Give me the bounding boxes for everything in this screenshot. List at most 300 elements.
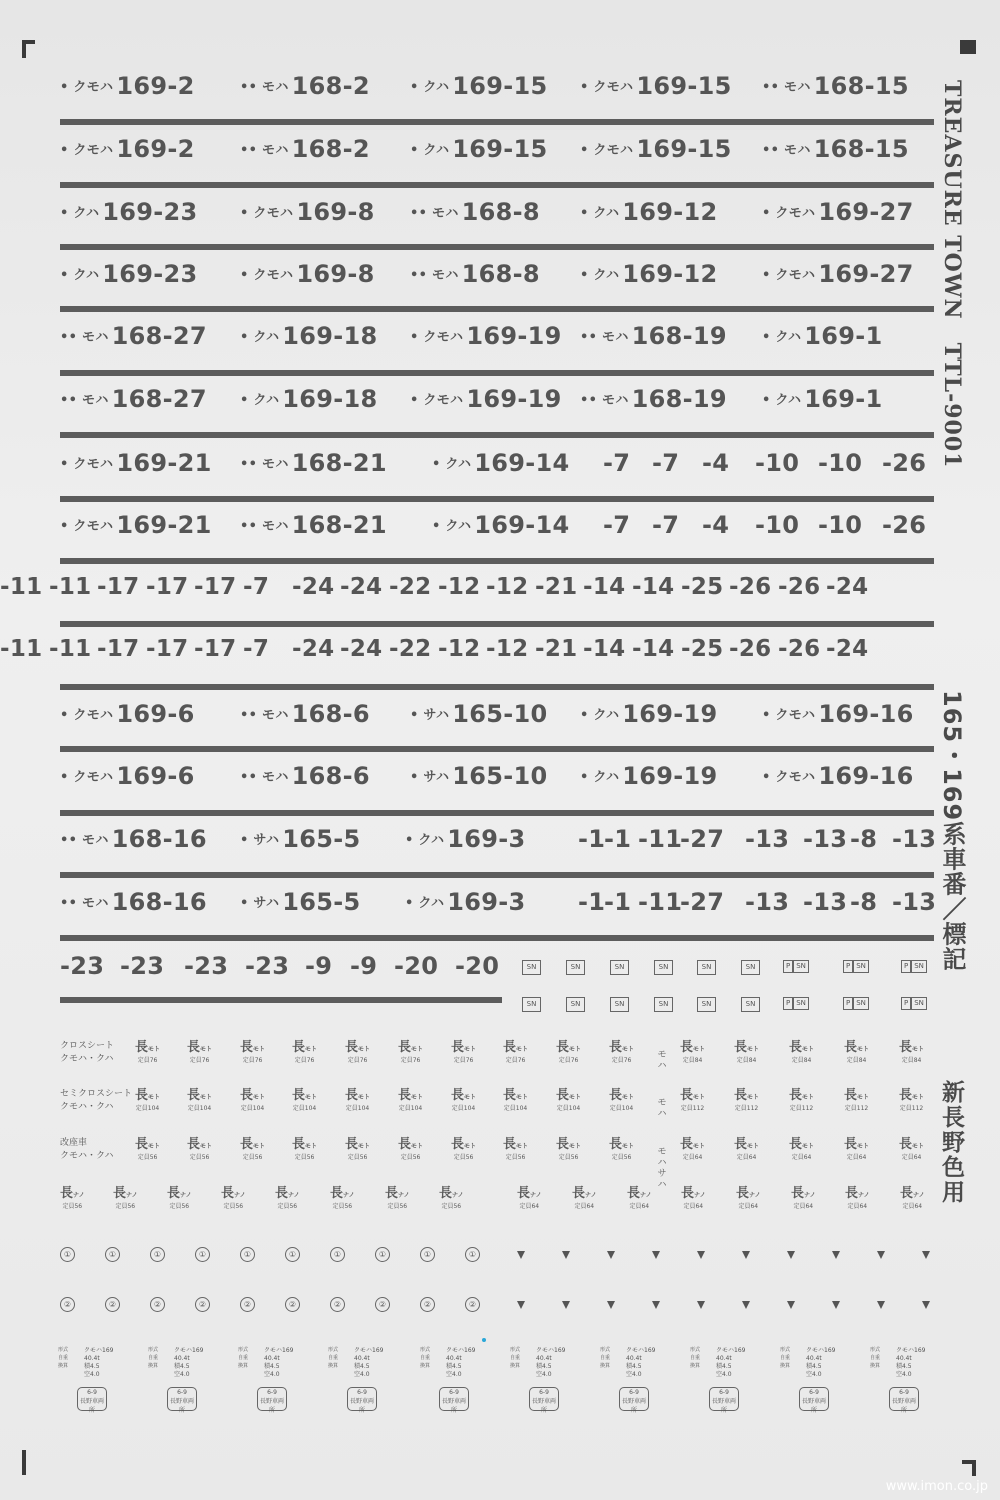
car-number: [240, 762, 370, 790]
depot-plate: [529, 1387, 559, 1414]
marking-code-main: 長: [556, 1137, 570, 1152]
psn-sn: SN: [911, 960, 927, 973]
car-marking: [398, 1088, 423, 1113]
car-number: [580, 385, 727, 413]
blue-speck: [482, 1338, 486, 1342]
sn-plate: SN: [566, 997, 585, 1012]
car-type-prefix: • クモハ: [762, 708, 816, 723]
car-marking: [187, 1088, 212, 1113]
car-marking: [385, 1186, 410, 1211]
spec-value: 空4.0: [716, 1371, 732, 1378]
car-type-prefix: • クハ: [60, 206, 100, 221]
marking-capacity: 定員56: [169, 1203, 190, 1210]
car-type-prefix: •• モハ: [410, 206, 459, 221]
marking-capacity: 定員76: [347, 1057, 368, 1064]
spec-value: 空4.0: [446, 1371, 462, 1378]
car-number-value: -4: [702, 449, 730, 477]
marking-code-main: 長: [451, 1088, 465, 1103]
car-number-value: -21: [535, 636, 578, 662]
car-number: [762, 385, 883, 413]
separator-bar: [60, 810, 934, 816]
marking-code-sub: モト: [305, 1046, 318, 1053]
car-number: [60, 385, 207, 413]
spec-label: 換算: [328, 1363, 339, 1369]
marking-capacity: 定員112: [844, 1105, 869, 1112]
car-marking: [135, 1088, 160, 1113]
car-number-value: -21: [535, 574, 578, 600]
car-marking: [240, 1088, 265, 1113]
car-number-value: -26: [882, 449, 927, 477]
car-marking: [330, 1186, 355, 1211]
marking-code-sub: モト: [464, 1094, 477, 1101]
car-number: [778, 636, 820, 662]
car-number: [681, 636, 723, 662]
depot-plate: [799, 1387, 829, 1414]
car-type-prefix: •• モハ: [762, 80, 811, 95]
marking-code-main: 長: [135, 1088, 149, 1103]
car-number: [405, 888, 526, 916]
car-marking: [609, 1088, 634, 1113]
car-marking: [572, 1186, 597, 1211]
car-number: [580, 260, 718, 288]
marking-code-sub: ナノ: [749, 1192, 761, 1199]
car-number: [405, 825, 526, 853]
car-number-value: 169-15: [636, 72, 732, 100]
marking-code-sub: モト: [693, 1046, 706, 1053]
triangle-mark: [697, 1251, 705, 1259]
spec-label: 換算: [58, 1363, 69, 1369]
sn-plate: SN: [741, 960, 760, 975]
triangle-mark: [517, 1301, 525, 1309]
marking-capacity: 定員56: [347, 1154, 368, 1161]
car-number-value: 169-23: [102, 198, 198, 226]
car-number-value: -13: [892, 888, 937, 916]
car-number-value: 168-2: [291, 72, 370, 100]
spec-value: クモハ169: [806, 1347, 836, 1354]
car-number: [580, 72, 732, 100]
sn-plate: SN: [741, 997, 760, 1012]
psn-p: P: [843, 960, 853, 973]
spec-value: 積4.5: [354, 1363, 370, 1370]
car-number: [681, 574, 723, 600]
sn-plate: SN: [697, 997, 716, 1012]
spec-label: 自重: [328, 1355, 339, 1361]
marking-capacity: 定員56: [223, 1203, 244, 1210]
car-type-prefix: • クハ: [432, 457, 472, 472]
depot-plate: [709, 1387, 739, 1414]
car-number-value: -10: [755, 511, 800, 539]
separator-bar: [60, 621, 934, 627]
car-number: [0, 636, 42, 662]
spec-label: 自重: [510, 1355, 521, 1361]
number-row: [0, 574, 935, 614]
car-number: [604, 888, 631, 916]
triangle-mark: [607, 1301, 615, 1309]
triangle-mark: [652, 1301, 660, 1309]
marking-capacity: 定員104: [556, 1105, 581, 1112]
marking-code: [275, 1186, 300, 1203]
car-number: [535, 636, 577, 662]
marking-code-sub: モト: [358, 1094, 371, 1101]
car-type-prefix: • クハ: [762, 393, 802, 408]
car-type-prefix: • クハ: [410, 80, 450, 95]
car-marking: [60, 1186, 85, 1211]
car-number-value: -14: [583, 574, 626, 600]
marking-code-sub: モト: [857, 1094, 870, 1101]
marking-capacity: 定員84: [736, 1057, 757, 1064]
car-number-value: -13: [803, 825, 848, 853]
car-number: [803, 888, 847, 916]
marking-capacity: 定員112: [680, 1105, 705, 1112]
car-number-value: -11: [638, 825, 683, 853]
spec-value: 40.4t: [84, 1355, 100, 1362]
marking-code-sub: モト: [622, 1143, 635, 1150]
car-marking: [900, 1186, 925, 1211]
separator-bar: [60, 935, 934, 941]
marking-code-sub: モト: [569, 1094, 582, 1101]
marking-code: [60, 1186, 85, 1203]
separator-bar: [60, 496, 934, 502]
separator-bar: [60, 432, 934, 438]
marking-capacity: 定員104: [503, 1105, 528, 1112]
depot-code: 6-9: [539, 1389, 549, 1396]
car-marking: [791, 1186, 816, 1211]
car-number: [432, 449, 570, 477]
marking-code-sub: ナノ: [126, 1192, 138, 1199]
marking-code-main: 長: [60, 1186, 74, 1201]
marking-capacity: 定員112: [734, 1105, 759, 1112]
registration-mark-bottom-right: [972, 1460, 976, 1476]
marking-code: [844, 1088, 869, 1105]
marking-code-main: 長: [899, 1088, 913, 1103]
car-marking: [845, 1186, 870, 1211]
car-type-prefix: • クハ: [405, 833, 445, 848]
car-number-value: -12: [438, 574, 481, 600]
marking-capacity: 定員76: [242, 1057, 263, 1064]
car-number-value: 169-23: [102, 260, 198, 288]
spec-label: 換算: [870, 1363, 881, 1369]
seat-type-label-line: クモハ・クハ: [60, 1102, 114, 1112]
number-row: [60, 72, 935, 112]
car-number-value: 169-19: [466, 385, 562, 413]
spec-label: 自重: [238, 1355, 249, 1361]
psn-plate: [843, 997, 869, 1010]
marking-code: [187, 1040, 212, 1057]
marking-code-sub: モト: [200, 1046, 213, 1053]
spec-plate: [148, 1347, 218, 1414]
marking-code: [789, 1040, 814, 1057]
psn-plate: [783, 997, 809, 1010]
car-number-value: -23: [60, 952, 105, 980]
number-row: [60, 825, 935, 865]
car-number-value: -20: [455, 952, 500, 980]
marking-code-sub: モト: [148, 1143, 161, 1150]
car-number-value: 169-15: [636, 135, 732, 163]
marking-code: [187, 1088, 212, 1105]
car-number-value: 169-1: [804, 385, 883, 413]
marking-code-main: 長: [789, 1088, 803, 1103]
car-marking: [789, 1088, 814, 1113]
car-number: [729, 574, 771, 600]
marking-code: [398, 1137, 423, 1154]
marking-code-sub: モト: [253, 1094, 266, 1101]
car-number-value: 169-21: [116, 449, 212, 477]
marking-code-main: 長: [187, 1088, 201, 1103]
marking-code-main: 長: [187, 1137, 201, 1152]
marking-code-sub: ナノ: [585, 1192, 597, 1199]
marking-code-sub: モト: [857, 1143, 870, 1150]
car-number: [97, 636, 139, 662]
car-number-value: 168-27: [111, 322, 207, 350]
car-type-prefix: •• モハ: [60, 330, 109, 345]
spec-plate: [870, 1347, 940, 1414]
marking-code: [734, 1088, 759, 1105]
marking-capacity: 定員112: [899, 1105, 924, 1112]
number-row: [60, 888, 935, 928]
car-number-value: -12: [438, 636, 481, 662]
marking-code-sub: モト: [305, 1094, 318, 1101]
spec-value: 積4.5: [716, 1363, 732, 1370]
marking-code-sub: モト: [693, 1094, 706, 1101]
car-marking: [789, 1137, 814, 1162]
marking-code-main: 長: [503, 1088, 517, 1103]
car-number-value: -26: [882, 511, 927, 539]
car-number: [410, 260, 540, 288]
separator-bar: [60, 558, 934, 564]
marking-code-sub: モト: [516, 1094, 529, 1101]
seat-type-label: [60, 1088, 132, 1114]
car-marking: [221, 1186, 246, 1211]
car-number: [580, 700, 718, 728]
car-number-value: -11: [49, 636, 92, 662]
marking-capacity: 定員112: [789, 1105, 814, 1112]
triangle-mark: [922, 1251, 930, 1259]
marking-capacity: 定員76: [558, 1057, 579, 1064]
car-number: [120, 952, 164, 980]
marking-capacity: 定員56: [505, 1154, 526, 1161]
car-type-prefix: • サハ: [410, 770, 450, 785]
marking-code: [187, 1137, 212, 1154]
marking-code-main: 長: [736, 1186, 750, 1201]
number-row: [60, 762, 935, 802]
triangle-mark: [787, 1251, 795, 1259]
car-number: [632, 574, 674, 600]
car-number: [438, 574, 480, 600]
triangle-mark: [652, 1251, 660, 1259]
car-type-prefix: • クモハ: [762, 268, 816, 283]
marking-code-main: 長: [385, 1186, 399, 1201]
number-row: [60, 260, 935, 300]
marking-code-main: 長: [899, 1137, 913, 1152]
marking-code: [609, 1040, 634, 1057]
marking-code: [844, 1137, 869, 1154]
psn-plate: [843, 960, 869, 973]
marking-code: [556, 1088, 581, 1105]
spec-value: 積4.5: [446, 1363, 462, 1370]
car-number-value: 169-2: [116, 135, 195, 163]
marking-code-main: 長: [345, 1040, 359, 1055]
car-type-prefix: • クハ: [580, 708, 620, 723]
marking-code: [609, 1137, 634, 1154]
car-number-value: -11: [638, 888, 683, 916]
marking-code-sub: ナノ: [858, 1192, 870, 1199]
car-number: [240, 385, 378, 413]
car-number-value: -20: [394, 952, 439, 980]
car-marking: [451, 1137, 476, 1162]
car-type-side-label: [654, 1098, 670, 1120]
car-number: [240, 72, 370, 100]
car-marking: [292, 1040, 317, 1065]
livery-title: 新長野色用: [938, 1080, 964, 1205]
car-number-value: -23: [120, 952, 165, 980]
car-marking: [292, 1088, 317, 1113]
car-number-value: 169-18: [282, 385, 378, 413]
triangle-mark: [922, 1301, 930, 1309]
car-number-value: -13: [745, 888, 790, 916]
car-type-prefix: • クモハ: [240, 206, 294, 221]
marking-capacity: 定員104: [398, 1105, 423, 1112]
spec-label: 自重: [148, 1355, 159, 1361]
car-type-side-line: モハ: [657, 1147, 667, 1168]
car-number-value: -13: [892, 825, 937, 853]
marking-code-main: 長: [844, 1088, 858, 1103]
depot-code: 6-9: [719, 1389, 729, 1396]
marking-code-sub: モト: [516, 1143, 529, 1150]
car-number-value: 169-2: [116, 72, 195, 100]
marking-code: [385, 1186, 410, 1203]
car-number-value: -7: [243, 636, 270, 662]
car-type-prefix: • クハ: [240, 393, 280, 408]
car-number-value: 169-12: [622, 198, 718, 226]
car-type-prefix: •• モハ: [240, 519, 289, 534]
spec-value: 積4.5: [174, 1363, 190, 1370]
car-number-value: 169-6: [116, 762, 195, 790]
triangle-mark: [832, 1251, 840, 1259]
marking-code-sub: ナノ: [180, 1192, 192, 1199]
marking-code-main: 長: [451, 1040, 465, 1055]
spec-value: 空4.0: [174, 1371, 190, 1378]
car-number-value: -27: [680, 888, 725, 916]
car-number: [49, 636, 91, 662]
car-number: [762, 198, 914, 226]
depot-name: 長野車両所: [801, 1398, 826, 1414]
car-type-prefix: • クハ: [762, 330, 802, 345]
car-number: [240, 322, 378, 350]
car-marking: [240, 1040, 265, 1065]
car-number-value: 169-8: [296, 198, 375, 226]
separator-bar: [60, 119, 934, 125]
marking-capacity: 定員56: [332, 1203, 353, 1210]
car-position-number: ②: [105, 1297, 120, 1312]
car-type-prefix: • クモハ: [60, 80, 114, 95]
marking-code-main: 長: [900, 1186, 914, 1201]
car-type-prefix: • サハ: [410, 708, 450, 723]
psn-sn: SN: [853, 960, 869, 973]
car-position-number: ①: [195, 1247, 210, 1262]
psn-sn: SN: [911, 997, 927, 1010]
car-number: [60, 952, 104, 980]
depot-code: 6-9: [899, 1389, 909, 1396]
marking-code-main: 長: [844, 1137, 858, 1152]
car-number: [818, 449, 862, 477]
marking-capacity: 定員56: [137, 1154, 158, 1161]
car-type-prefix: • サハ: [240, 896, 280, 911]
spec-value: クモハ169: [446, 1347, 476, 1354]
marking-code-sub: ナノ: [530, 1192, 542, 1199]
car-marking: [556, 1040, 581, 1065]
marking-code: [240, 1040, 265, 1057]
marking-capacity: 定員56: [441, 1203, 462, 1210]
car-marking: [451, 1040, 476, 1065]
car-number: [240, 135, 370, 163]
car-number: [60, 511, 212, 539]
marking-code-sub: モト: [802, 1046, 815, 1053]
spec-plate: [238, 1347, 308, 1414]
marking-code: [681, 1186, 706, 1203]
marking-capacity: 定員64: [682, 1154, 703, 1161]
spec-value: クモハ169: [84, 1347, 114, 1354]
marking-code: [292, 1088, 317, 1105]
car-number: [803, 825, 847, 853]
car-number: [240, 198, 375, 226]
depot-code: 6-9: [177, 1389, 187, 1396]
car-type-prefix: • クモハ: [580, 143, 634, 158]
marking-capacity: 定員76: [453, 1057, 474, 1064]
spec-value: 空4.0: [536, 1371, 552, 1378]
marking-code-main: 長: [187, 1040, 201, 1055]
car-number-value: 169-15: [452, 135, 548, 163]
car-number-value: 169-6: [116, 700, 195, 728]
depot-name: 長野車両所: [711, 1398, 736, 1414]
marking-code-main: 長: [503, 1040, 517, 1055]
marking-capacity: 定員76: [400, 1057, 421, 1064]
marking-code-sub: モト: [464, 1046, 477, 1053]
marking-code-main: 長: [330, 1186, 344, 1201]
psn-p: P: [901, 997, 911, 1010]
sn-plate: SN: [522, 997, 541, 1012]
car-type-prefix: • クモハ: [60, 708, 114, 723]
marking-code: [556, 1040, 581, 1057]
car-number: [292, 636, 334, 662]
marking-code: [292, 1137, 317, 1154]
marking-code-main: 長: [789, 1137, 803, 1152]
car-number-value: -10: [818, 511, 863, 539]
marking-code-main: 長: [517, 1186, 531, 1201]
car-position-number: ①: [330, 1247, 345, 1262]
depot-name: 長野車両所: [531, 1398, 556, 1414]
spec-plate: [328, 1347, 398, 1414]
separator-bar: [60, 872, 934, 878]
car-number-value: 168-27: [111, 385, 207, 413]
marking-code-main: 長: [681, 1186, 695, 1201]
marking-code-sub: モト: [622, 1046, 635, 1053]
marking-code-sub: ナノ: [343, 1192, 355, 1199]
marking-code: [736, 1186, 761, 1203]
car-number-value: -13: [745, 825, 790, 853]
car-number: [146, 574, 188, 600]
car-number: [755, 511, 799, 539]
car-number: [882, 449, 926, 477]
spec-label: 換算: [148, 1363, 159, 1369]
car-marking: [844, 1040, 869, 1065]
car-position-number: ②: [465, 1297, 480, 1312]
marking-code-sub: ナノ: [398, 1192, 410, 1199]
spec-value: 40.4t: [174, 1355, 190, 1362]
car-type-prefix: • クモハ: [762, 206, 816, 221]
marking-code-main: 長: [221, 1186, 235, 1201]
marking-code-main: 長: [398, 1088, 412, 1103]
car-number: [535, 574, 577, 600]
